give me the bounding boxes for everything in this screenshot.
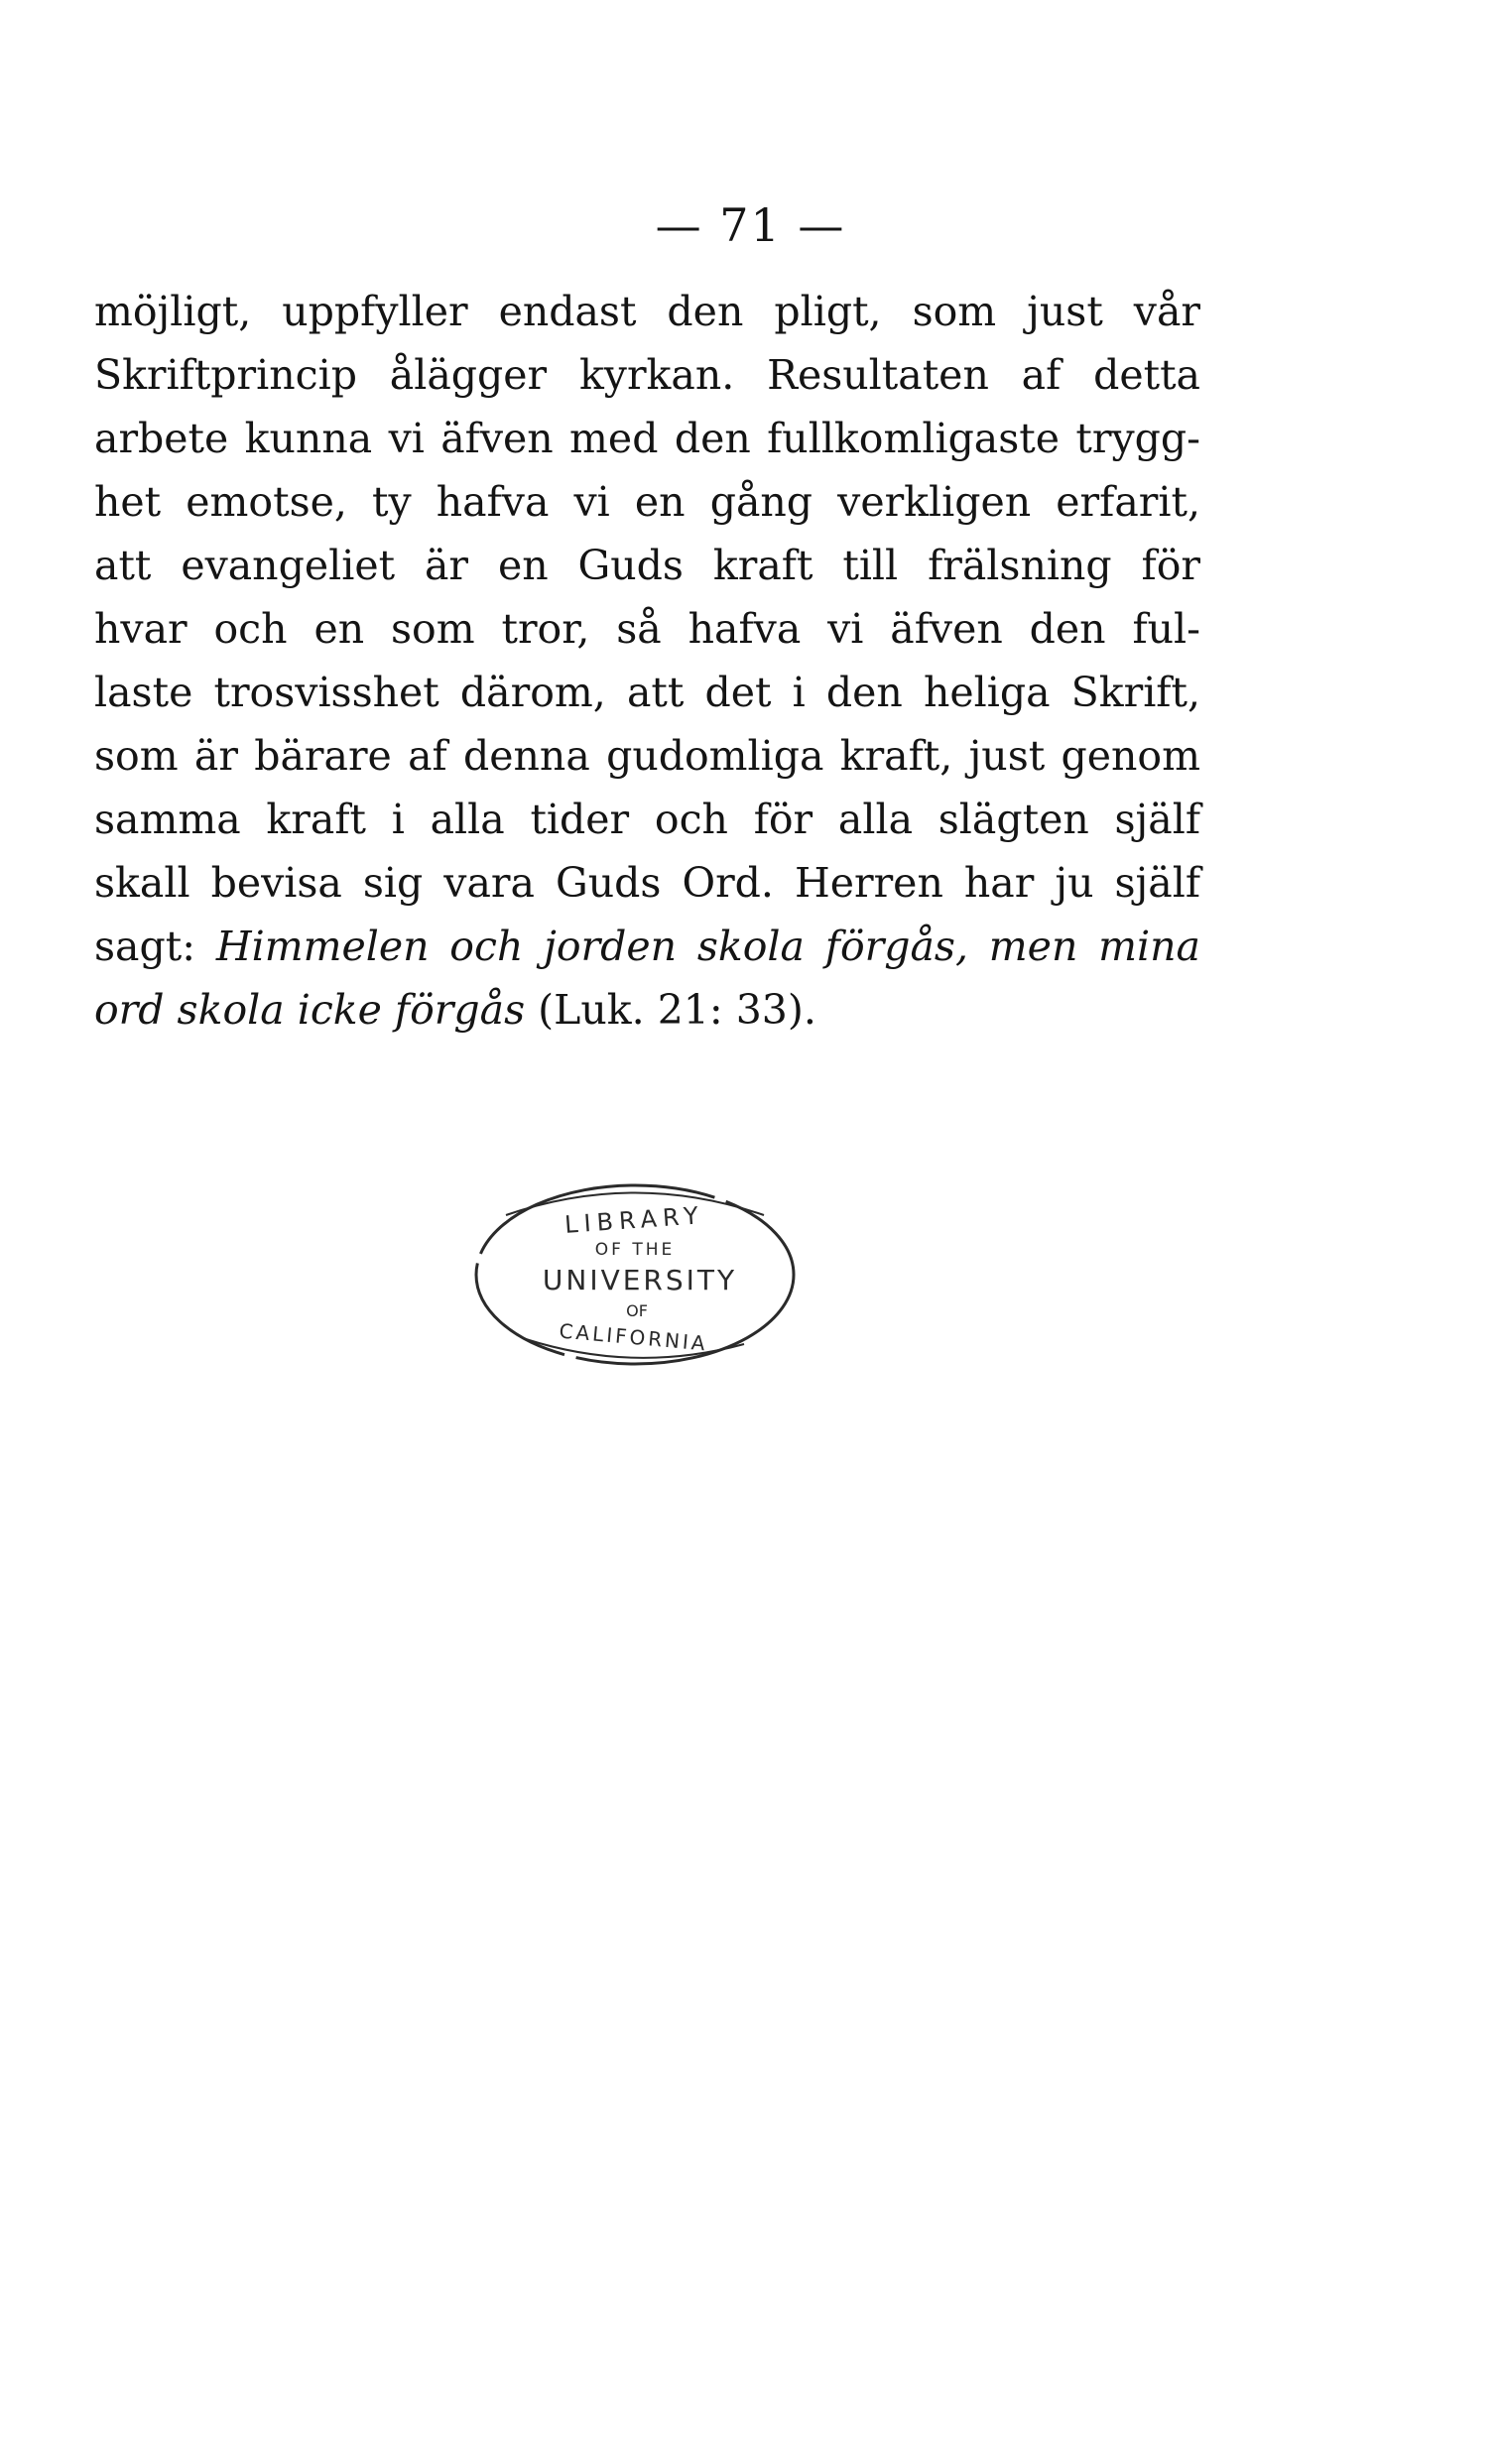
stamp-line-3: UNIVERSITY bbox=[542, 1264, 738, 1296]
text-line-quote-start bbox=[94, 915, 1200, 978]
text-line: möjligt, uppfyller endast den pligt, som just vår bbox=[94, 288, 1200, 335]
bible-quote: Himmelen och jorden skola förgås, men mina bbox=[215, 923, 1200, 970]
text-line: het emotse, ty hafva vi en gång verkligen erfarit, bbox=[94, 478, 1200, 526]
body-text bbox=[94, 280, 1200, 1042]
text-line: skall bevisa sig vara Guds Ord. Herren har ju själf bbox=[94, 859, 1200, 907]
text-line: Skriftprincip ålägger kyrkan. Resultaten af detta bbox=[94, 351, 1200, 399]
text-line: samma kraft i alla tider och för alla slägten själf bbox=[94, 796, 1200, 843]
text-line: arbete kunna vi äfven med den fullkomligaste trygg- bbox=[94, 415, 1200, 462]
stamp-line-1: LIBRARY bbox=[563, 1201, 705, 1239]
text-line: laste trosvisshet därom, att det i den heliga Skrift, bbox=[94, 669, 1200, 716]
stamp-line-5: CALIFORNIA bbox=[558, 1318, 709, 1356]
stamp-line-2: OF THE bbox=[594, 1240, 676, 1260]
text-line-quote-end bbox=[94, 978, 1200, 1042]
library-stamp bbox=[466, 1161, 804, 1389]
text-line: hvar och en som tror, så hafva vi äfven den ful- bbox=[94, 605, 1200, 653]
bible-reference: (Luk. 21: 33). bbox=[525, 986, 816, 1034]
text-line: att evangeliet är en Guds kraft till frälsning för bbox=[94, 542, 1200, 589]
page-number: — 71 — bbox=[655, 198, 846, 252]
text-line: som är bärare af denna gudomliga kraft, just genom bbox=[94, 732, 1200, 780]
bible-quote-end: ord skola icke förgås bbox=[94, 986, 526, 1034]
quote-intro: sagt: bbox=[94, 923, 216, 970]
stamp-line-4: OF bbox=[626, 1301, 648, 1320]
